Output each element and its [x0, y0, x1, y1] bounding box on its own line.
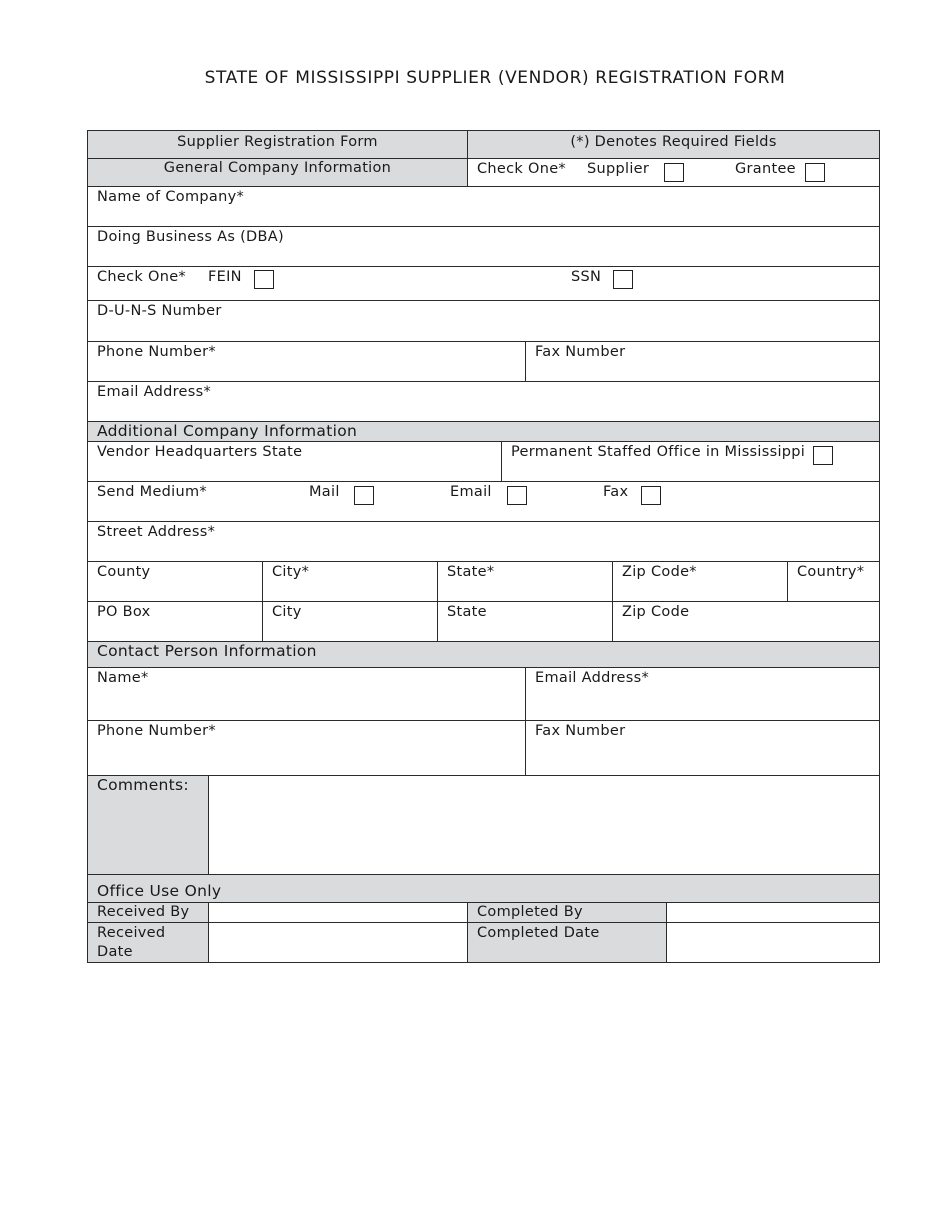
grantee-label: Grantee [735, 161, 796, 177]
office-section-header: Office Use Only [87, 874, 880, 903]
comments-input[interactable] [208, 775, 880, 875]
po-state-field[interactable]: State [437, 601, 613, 642]
received-by-input[interactable] [208, 902, 468, 923]
contact-email-field[interactable]: Email Address* [525, 667, 880, 721]
additional-section-header: Additional Company Information [87, 421, 880, 442]
comments-label: Comments: [87, 775, 209, 875]
page-title: STATE OF MISSISSIPPI SUPPLIER (VENDOR) REGISTRATION FORM [204, 68, 786, 88]
street-address-field[interactable]: Street Address* [87, 521, 880, 562]
permanent-office-checkbox[interactable] [813, 446, 833, 465]
ssn-label: SSN [571, 269, 602, 285]
phone-field[interactable]: Phone Number* [87, 341, 526, 382]
po-box-field[interactable]: PO Box [87, 601, 263, 642]
contact-name-field[interactable]: Name* [87, 667, 526, 721]
po-zip-code-field[interactable]: Zip Code [612, 601, 880, 642]
tax-check-one-label: Check One* [97, 269, 186, 285]
dba-field[interactable]: Doing Business As (DBA) [87, 226, 880, 267]
send-fax-checkbox[interactable] [641, 486, 661, 505]
zip-code-field[interactable]: Zip Code* [612, 561, 788, 602]
grantee-checkbox[interactable] [805, 163, 825, 182]
contact-phone-field[interactable]: Phone Number* [87, 720, 526, 776]
fax-field[interactable]: Fax Number [525, 341, 880, 382]
completed-by-label: Completed By [467, 902, 667, 923]
email-field[interactable]: Email Address* [87, 381, 880, 422]
type-selector-row [467, 158, 880, 187]
received-by-label: Received By [87, 902, 209, 923]
send-email-label: Email [450, 484, 492, 500]
permanent-office-label: Permanent Staffed Office in Mississippi [511, 444, 806, 460]
received-date-label: Received Date [87, 922, 209, 963]
fein-checkbox[interactable] [254, 270, 274, 289]
general-section-header: General Company Information [87, 158, 468, 187]
contact-fax-field[interactable]: Fax Number [525, 720, 880, 776]
contact-section-header: Contact Person Information [87, 641, 880, 668]
fein-label: FEIN [208, 269, 242, 285]
tax-id-row [87, 266, 880, 301]
duns-field[interactable]: D-U-N-S Number [87, 300, 880, 342]
send-medium-row [87, 481, 880, 522]
mail-label: Mail [309, 484, 340, 500]
completed-date-input[interactable] [666, 922, 880, 963]
completed-date-label: Completed Date [467, 922, 667, 963]
city-field[interactable]: City* [262, 561, 438, 602]
received-date-input[interactable] [208, 922, 468, 963]
permanent-office-cell [501, 441, 880, 482]
country-field[interactable]: Country* [787, 561, 880, 602]
po-city-field[interactable]: City [262, 601, 438, 642]
company-name-field[interactable]: Name of Company* [87, 186, 880, 227]
registration-form [87, 130, 880, 963]
ssn-checkbox[interactable] [613, 270, 633, 289]
completed-by-input[interactable] [666, 902, 880, 923]
form-name-cell: Supplier Registration Form [87, 130, 468, 159]
send-medium-label: Send Medium* [97, 484, 207, 500]
county-field[interactable]: County [87, 561, 263, 602]
supplier-label: Supplier [587, 161, 650, 177]
send-email-checkbox[interactable] [507, 486, 527, 505]
supplier-checkbox[interactable] [664, 163, 684, 182]
check-one-label: Check One* [477, 161, 566, 177]
required-fields-note: (*) Denotes Required Fields [467, 130, 880, 159]
mail-checkbox[interactable] [354, 486, 374, 505]
state-field[interactable]: State* [437, 561, 613, 602]
hq-state-field[interactable]: Vendor Headquarters State [87, 441, 502, 482]
send-fax-label: Fax [603, 484, 629, 500]
